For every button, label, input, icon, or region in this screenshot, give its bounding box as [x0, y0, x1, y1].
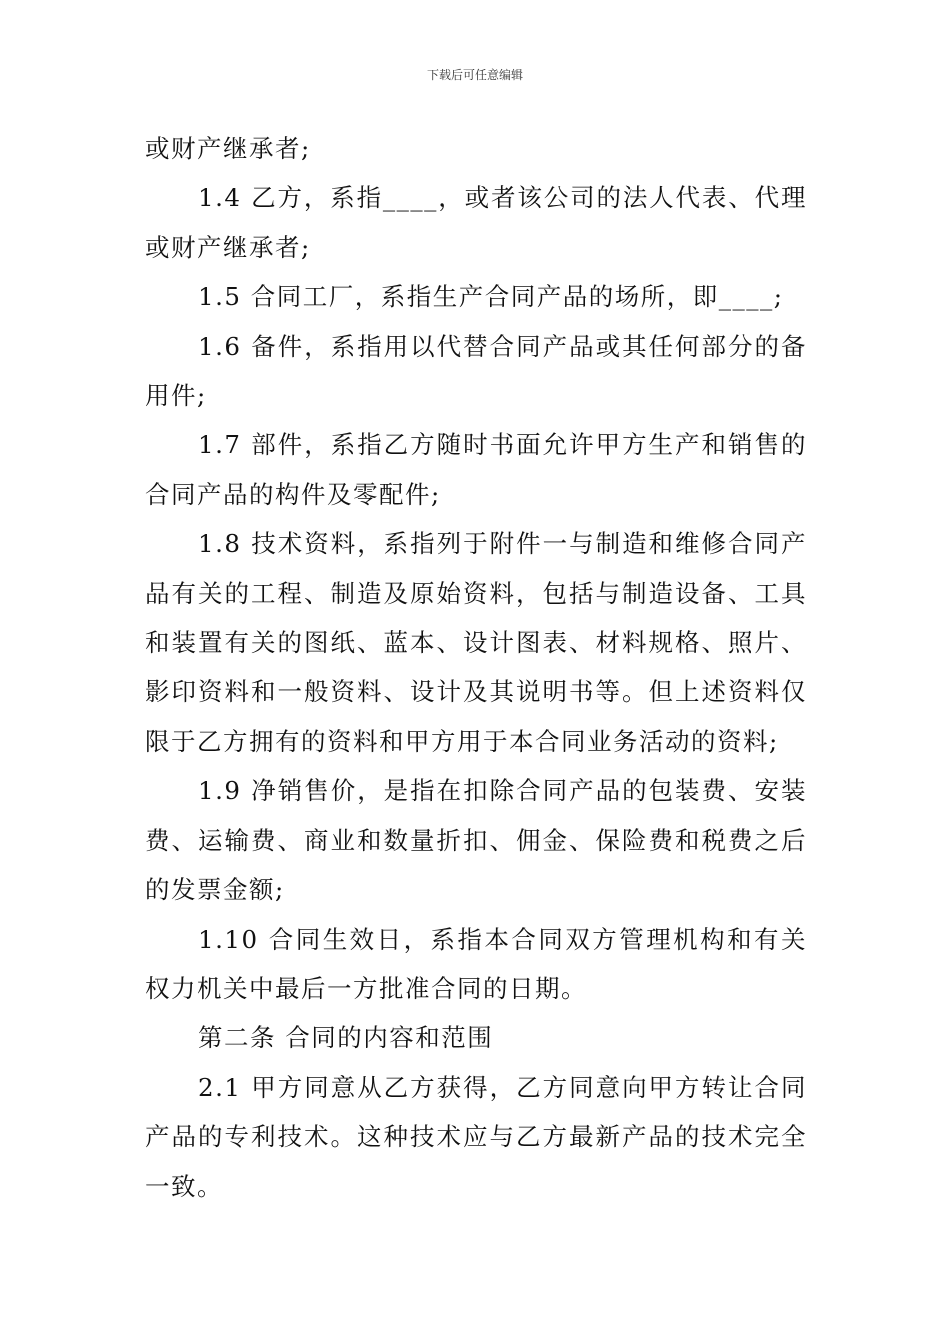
article-2-heading: 第二条 合同的内容和范围 — [198, 1023, 494, 1053]
paragraph-1-7: 1.7 部件，系指乙方随时书面允许甲方生产和销售的合同产品的构件及零配件; — [145, 430, 807, 509]
paragraph-2-1: 2.1 甲方同意从乙方获得，乙方同意向甲方转让合同产品的专利技术。这种技术应与乙方最新产品的技术完全一致。 — [145, 1072, 807, 1201]
paragraph-1-5: 1.5 合同工厂，系指生产合同产品的场所，即____; — [198, 282, 784, 312]
paragraph-1-8: 1.8 技术资料，系指列于附件一与制造和维修合同产品有关的工程、制造及原始资料，包括与制造设备、工具和装置有关的图纸、蓝本、设计图表、材料规格、照片、影印资料和一般资料、设计及其说明书等。但上述资料仅限于乙方拥有的资料和甲方用于本合同业务活动的资料; — [145, 529, 807, 756]
paragraph-continuation: 或财产继承者; — [145, 134, 311, 163]
paragraph-1-6: 1.6 备件，系指用以代替合同产品或其任何部分的备用件; — [145, 331, 807, 411]
document-body — [145, 124, 807, 1211]
paragraph-1-4: 1.4 乙方，系指____，或者该公司的法人代表、代理或财产继承者; — [145, 183, 807, 262]
paragraph-1-9: 1.9 净销售价，是指在扣除合同产品的包装费、安装费、运输费、商业和数量折扣、佣金、保险费和税费之后的发票金额; — [145, 776, 807, 905]
paragraph-1-10: 1.10 合同生效日，系指本合同双方管理机构和有关权力机关中最后一方批准合同的日期。 — [145, 924, 807, 1003]
download-note: 下载后可任意编辑 — [426, 68, 523, 82]
